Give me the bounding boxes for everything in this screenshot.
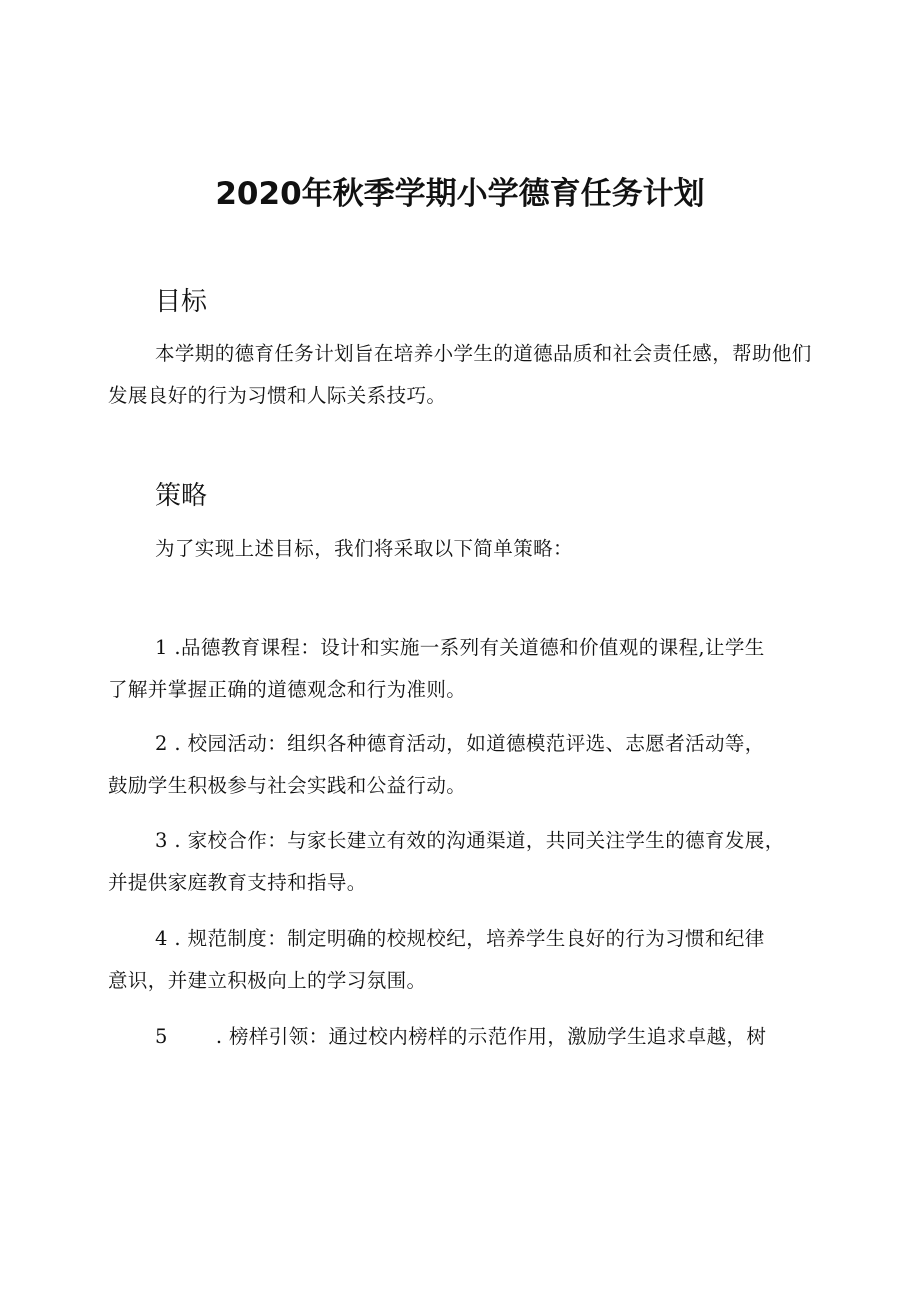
strategy-item-line1: . 校园活动：组织各种德育活动，如道德模范评选、志愿者活动等，: [167, 732, 765, 755]
strategy-item-1: [108, 627, 832, 711]
strategy-item-4: [108, 918, 832, 1002]
strategy-intro: 为了实现上述目标，我们将采取以下简单策略：: [155, 537, 573, 560]
strategy-item-line1: . 规范制度：制定明确的校规校纪，培养学生良好的行为习惯和纪律: [167, 927, 765, 950]
strategy-item-line1: . 家校合作：与家长建立有效的沟通渠道，共同关注学生的德育发展，: [167, 829, 785, 852]
strategy-item-number: 1: [155, 636, 168, 659]
strategy-item-number: 3: [155, 829, 168, 852]
strategy-item-line2: 了解并掌握正确的道德观念和行为准则。: [108, 678, 467, 701]
strategy-heading: 策略: [155, 481, 208, 511]
strategy-item-line1: . 榜样引领：通过校内榜样的示范作用，激励学生追求卓越，树: [215, 1025, 767, 1048]
goal-heading: 目标: [155, 287, 208, 317]
strategy-item-number: 2: [155, 732, 168, 755]
strategy-item-line2: 并提供家庭教育支持和指导。: [108, 871, 367, 894]
strategy-item-number: 4: [155, 927, 168, 950]
strategy-item-2: [108, 723, 832, 807]
strategy-item-number: 5: [155, 1025, 168, 1048]
strategy-item-line2: 意识，并建立积极向上的学习氛围。: [108, 969, 427, 992]
strategy-item-5: [108, 1016, 832, 1058]
strategy-item-line2: 鼓励学生积极参与社会实践和公益行动。: [108, 774, 467, 797]
strategy-item-line1: .品德教育课程：设计和实施一系列有关道德和价值观的课程,让学生: [167, 636, 765, 659]
goal-paragraph: 本学期的德育任务计划旨在培养小学生的道德品质和社会责任感，帮助他们发展良好的行为习惯和人际关系技巧。: [108, 342, 812, 407]
document-title: 2020年秋季学期小学德育任务计划: [215, 176, 705, 212]
strategy-item-3: [108, 820, 832, 904]
